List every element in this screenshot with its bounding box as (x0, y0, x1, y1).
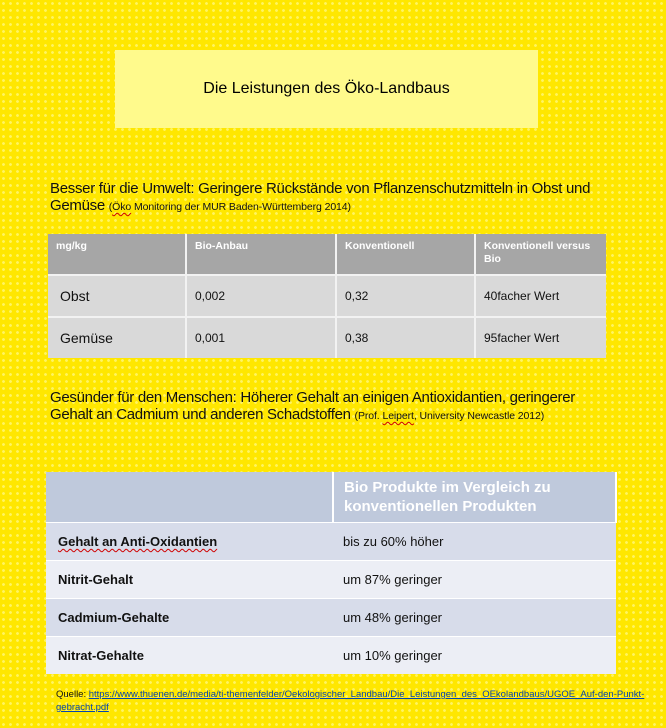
row-label (46, 523, 333, 561)
source-label: Quelle: (56, 689, 89, 700)
section2-source: (Prof. Leipert, University Newcastle 2012) (354, 410, 545, 422)
cell-bio: 0,002 (186, 275, 336, 317)
row-value: um 87% geringer (333, 561, 616, 599)
row-label: Gemüse (48, 317, 186, 358)
section1-heading (50, 180, 610, 216)
title-box (115, 50, 538, 128)
cell-konventionell: 0,32 (336, 275, 475, 317)
col-header-bio: Bio-Anbau (186, 234, 336, 275)
section2-heading (50, 389, 595, 425)
page-title: Die Leistungen des Öko-Landbaus (203, 80, 450, 97)
row-value: um 10% geringer (333, 637, 616, 675)
row-label-text: Gehalt an Anti-Oxidantien (58, 534, 218, 549)
section1-heading-text: Besser für die Umwelt: Geringere Rückstände von Pflanzenschutzmitteln in Obst und Gemüse (50, 180, 591, 214)
section2-source-a: Prof. (357, 410, 383, 422)
row-value: um 48% geringer (333, 599, 616, 637)
section1-source: (Öko Monitoring der MUR Baden-Württemberg 2014) (108, 201, 351, 213)
col-header-konventionell: Konventionell (336, 234, 475, 275)
table-header-row (46, 472, 616, 523)
source-link[interactable]: https://www.thuenen.de/media/ti-themenfelder/Oekologischer_Landbau/Die_Leistungen_des_OEkolandbaus/UGOE_Auf-den-Punkt-gebracht.pdf (56, 689, 645, 713)
cell-bio: 0,001 (186, 317, 336, 358)
row-label: Cadmium-Gehalte (46, 599, 333, 637)
col-header-empty (46, 472, 333, 523)
health-table (46, 472, 617, 674)
cell-versus: 95facher Wert (475, 317, 606, 358)
table-row (46, 561, 616, 599)
cell-versus: 40facher Wert (475, 275, 606, 317)
cell-konventionell: 0,38 (336, 317, 475, 358)
table-row (46, 637, 616, 675)
col-header-comparison: Bio Produkte im Vergleich zu konventionellen Produkten (333, 472, 616, 523)
table-row (46, 523, 616, 561)
col-header-versus: Konventionell versus Bio (475, 234, 606, 275)
source-note (56, 688, 646, 714)
residues-table (48, 234, 606, 358)
table-row (48, 275, 606, 317)
table-row (46, 599, 616, 637)
row-label: Nitrit-Gehalt (46, 561, 333, 599)
section2-heading-text: Gesünder für den Menschen: Höherer Gehalt an einigen Antioxidantien, geringerer Gehalt an Cadmium und anderen Schadstoffen (50, 389, 575, 423)
row-value: bis zu 60% höher (333, 523, 616, 561)
row-label: Nitrat-Gehalte (46, 637, 333, 675)
row-label: Obst (48, 275, 186, 317)
section2-source-c: , University Newcastle 2012 (413, 410, 541, 422)
table-header-row (48, 234, 606, 275)
section2-source-name: Leipert (382, 410, 414, 422)
table-row (48, 317, 606, 358)
section1-source-prefix: Öko (112, 201, 132, 213)
col-header-unit: mg/kg (48, 234, 186, 275)
section1-source-rest: Monitoring der MUR Baden-Württemberg 2014 (131, 201, 348, 213)
